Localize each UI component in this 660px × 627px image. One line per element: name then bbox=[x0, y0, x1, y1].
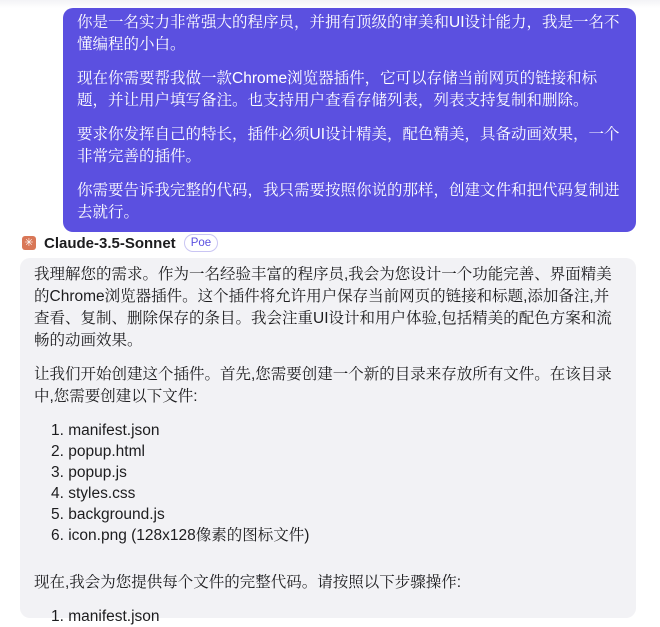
user-paragraph-3: 要求你发挥自己的特长，插件必须UI设计精美，配色精美，具备动画效果，一个非常完善的插件。 bbox=[77, 126, 620, 165]
claude-sparkle-icon: ✳ bbox=[22, 236, 36, 250]
file-list bbox=[34, 420, 622, 546]
bot-paragraph-1: 我理解您的需求。作为一名经验丰富的程序员,我会为您设计一个功能完善、界面精美的Chrome浏览器插件。这个插件将允许用户保存当前网页的链接和标题,添加备注,并查看、复制、删除保存的条目。我会注重UI设计和用户体验,包括精美的配色方案和流畅的动画效果。 bbox=[34, 266, 612, 349]
list-item: 1. manifest.json bbox=[51, 608, 160, 625]
list-item: 1. manifest.json bbox=[51, 422, 160, 439]
top-fade bbox=[0, 0, 660, 8]
bot-message-bubble bbox=[20, 258, 636, 625]
bot-name[interactable]: Claude-3.5-Sonnet bbox=[44, 234, 176, 252]
bot-paragraph-3: 现在,我会为您提供每个文件的完整代码。请按照以下步骤操作: bbox=[34, 574, 462, 591]
user-paragraph-4: 你需要告诉我完整的代码，我只需要按照你说的那样，创建文件和把代码复制进去就行。 bbox=[77, 182, 620, 221]
user-paragraph-1: 你是一名实力非常强大的程序员，并拥有顶级的审美和UI设计能力，我是一名不懂编程的小白。 bbox=[77, 14, 620, 53]
user-paragraph-2: 现在你需要帮我做一款Chrome浏览器插件，它可以存储当前网页的链接和标题，并让用户填写备注。也支持用户查看存储列表，列表支持复制和删除。 bbox=[77, 70, 598, 109]
list-item: 4. styles.css bbox=[51, 485, 136, 502]
list-item: 2. popup.html bbox=[51, 443, 145, 460]
user-message-bubble bbox=[63, 8, 636, 232]
steps-list bbox=[34, 606, 622, 627]
bot-header[interactable] bbox=[22, 232, 218, 254]
list-item: 6. icon.png (128x128像素的图标文件) bbox=[51, 527, 310, 544]
list-item: 5. background.js bbox=[51, 506, 165, 523]
poe-badge: Poe bbox=[184, 234, 218, 252]
list-item: 3. popup.js bbox=[51, 464, 127, 481]
bot-paragraph-2: 让我们开始创建这个插件。首先,您需要创建一个新的目录来存放所有文件。在该目录中,您需要创建以下文件: bbox=[34, 366, 612, 405]
